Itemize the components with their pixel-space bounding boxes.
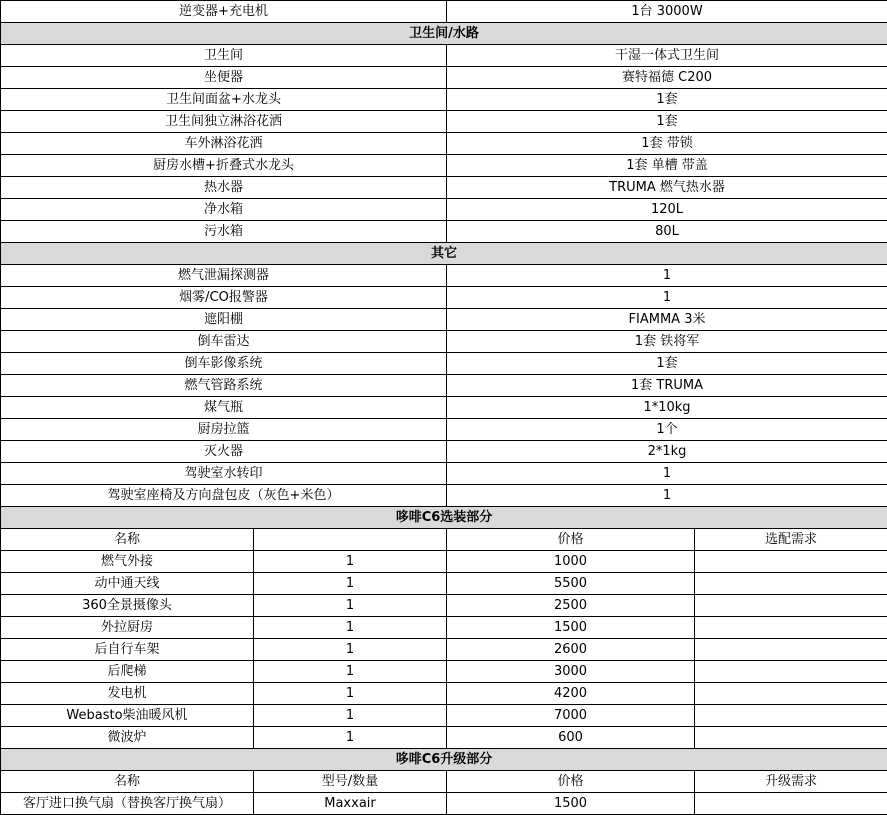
option-need[interactable] — [695, 551, 887, 573]
section-title: 哆啡C6升级部分 — [1, 749, 887, 771]
item-value: FIAMMA 3米 — [447, 309, 887, 331]
option-name: 微波炉 — [1, 727, 254, 749]
option-price: 5500 — [447, 573, 695, 595]
table-row — [1, 133, 887, 155]
option-need[interactable] — [695, 595, 887, 617]
option-need[interactable] — [695, 705, 887, 727]
option-need[interactable] — [695, 573, 887, 595]
table-row — [1, 45, 887, 67]
table-row — [1, 397, 887, 419]
table-row — [1, 331, 887, 353]
option-name: 动中通天线 — [1, 573, 254, 595]
section-header-optional — [1, 507, 887, 529]
column-header-row — [1, 529, 887, 551]
table-row — [1, 441, 887, 463]
option-name: 发电机 — [1, 683, 254, 705]
section-header-bathroom — [1, 23, 887, 45]
item-value: 1 — [447, 463, 887, 485]
table-row — [1, 199, 887, 221]
column-header: 升级需求 — [695, 771, 887, 793]
item-value: 1套 铁将军 — [447, 331, 887, 353]
option-need[interactable] — [695, 617, 887, 639]
item-name: 卫生间 — [1, 45, 447, 67]
table-row — [1, 177, 887, 199]
item-value: 1套 — [447, 353, 887, 375]
table-row — [1, 617, 887, 639]
table-row — [1, 309, 887, 331]
option-qty: 1 — [254, 661, 447, 683]
table-row — [1, 639, 887, 661]
column-header-row — [1, 771, 887, 793]
option-qty: 1 — [254, 551, 447, 573]
option-price: 1500 — [447, 617, 695, 639]
table-row — [1, 1, 887, 23]
column-header: 名称 — [1, 771, 254, 793]
item-name: 倒车影像系统 — [1, 353, 447, 375]
item-value: 120L — [447, 199, 887, 221]
option-name: 燃气外接 — [1, 551, 254, 573]
item-name: 逆变器+充电机 — [1, 1, 447, 23]
option-qty: 1 — [254, 639, 447, 661]
column-header: 价格 — [447, 529, 695, 551]
item-value: 1 — [447, 485, 887, 507]
table-row — [1, 463, 887, 485]
item-value: 赛特福德 C200 — [447, 67, 887, 89]
option-qty: 1 — [254, 727, 447, 749]
table-row — [1, 573, 887, 595]
option-price: 2500 — [447, 595, 695, 617]
section-header-upgrade — [1, 749, 887, 771]
item-name: 驾驶室座椅及方向盘包皮（灰色+米色） — [1, 485, 447, 507]
option-price: 600 — [447, 727, 695, 749]
upgrade-name: 客厅进口换气扇（替换客厅换气扇） — [1, 793, 254, 815]
table-row — [1, 155, 887, 177]
item-value: 1台 3000W — [447, 1, 887, 23]
option-need[interactable] — [695, 727, 887, 749]
option-name: 360全景摄像头 — [1, 595, 254, 617]
item-value: 1个 — [447, 419, 887, 441]
section-title: 哆啡C6选装部分 — [1, 507, 887, 529]
item-name: 倒车雷达 — [1, 331, 447, 353]
table-row — [1, 89, 887, 111]
item-value: 1套 TRUMA — [447, 375, 887, 397]
item-name: 坐便器 — [1, 67, 447, 89]
column-header: 选配需求 — [695, 529, 887, 551]
section-title: 卫生间/水路 — [1, 23, 887, 45]
option-price: 2600 — [447, 639, 695, 661]
item-value: 1套 — [447, 89, 887, 111]
item-name: 卫生间面盆+水龙头 — [1, 89, 447, 111]
item-name: 污水箱 — [1, 221, 447, 243]
item-name: 厨房水槽+折叠式水龙头 — [1, 155, 447, 177]
option-name: 外拉厨房 — [1, 617, 254, 639]
column-header: 型号/数量 — [254, 771, 447, 793]
item-value: 2*1kg — [447, 441, 887, 463]
option-qty: 1 — [254, 595, 447, 617]
upgrade-model: Maxxair — [254, 793, 447, 815]
table-row — [1, 683, 887, 705]
option-qty: 1 — [254, 705, 447, 727]
section-header-other — [1, 243, 887, 265]
item-value: 1 — [447, 287, 887, 309]
table-row — [1, 705, 887, 727]
item-value: 1*10kg — [447, 397, 887, 419]
option-qty: 1 — [254, 617, 447, 639]
column-header — [254, 529, 447, 551]
table-row — [1, 67, 887, 89]
table-row — [1, 265, 887, 287]
option-price: 4200 — [447, 683, 695, 705]
column-header: 价格 — [447, 771, 695, 793]
item-name: 热水器 — [1, 177, 447, 199]
option-need[interactable] — [695, 639, 887, 661]
item-name: 驾驶室水转印 — [1, 463, 447, 485]
item-name: 灭火器 — [1, 441, 447, 463]
option-name: Webasto柴油暖风机 — [1, 705, 254, 727]
table-row — [1, 419, 887, 441]
item-name: 燃气管路系统 — [1, 375, 447, 397]
option-need[interactable] — [695, 683, 887, 705]
section-title: 其它 — [1, 243, 887, 265]
table-row — [1, 485, 887, 507]
table-row — [1, 353, 887, 375]
table-row — [1, 595, 887, 617]
table-row — [1, 375, 887, 397]
option-qty: 1 — [254, 683, 447, 705]
column-header: 名称 — [1, 529, 254, 551]
option-name: 后爬梯 — [1, 661, 254, 683]
item-name: 车外淋浴花洒 — [1, 133, 447, 155]
option-price: 3000 — [447, 661, 695, 683]
table-row — [1, 287, 887, 309]
item-name: 煤气瓶 — [1, 397, 447, 419]
table-row — [1, 551, 887, 573]
table-row — [1, 221, 887, 243]
item-value: TRUMA 燃气热水器 — [447, 177, 887, 199]
item-value: 干湿一体式卫生间 — [447, 45, 887, 67]
item-value: 80L — [447, 221, 887, 243]
table-row — [1, 727, 887, 749]
item-name: 烟雾/CO报警器 — [1, 287, 447, 309]
upgrade-price: 1500 — [447, 793, 695, 815]
item-name: 厨房拉篮 — [1, 419, 447, 441]
item-value: 1套 单槽 带盖 — [447, 155, 887, 177]
table-row — [1, 111, 887, 133]
item-value: 1套 — [447, 111, 887, 133]
item-name: 净水箱 — [1, 199, 447, 221]
item-value: 1 — [447, 265, 887, 287]
option-price: 1000 — [447, 551, 695, 573]
option-name: 后自行车架 — [1, 639, 254, 661]
item-name: 卫生间独立淋浴花洒 — [1, 111, 447, 133]
item-name: 燃气泄漏探测器 — [1, 265, 447, 287]
item-name: 遮阳棚 — [1, 309, 447, 331]
option-price: 7000 — [447, 705, 695, 727]
option-need[interactable] — [695, 661, 887, 683]
table-row — [1, 661, 887, 683]
item-value: 1套 带锁 — [447, 133, 887, 155]
option-qty: 1 — [254, 573, 447, 595]
